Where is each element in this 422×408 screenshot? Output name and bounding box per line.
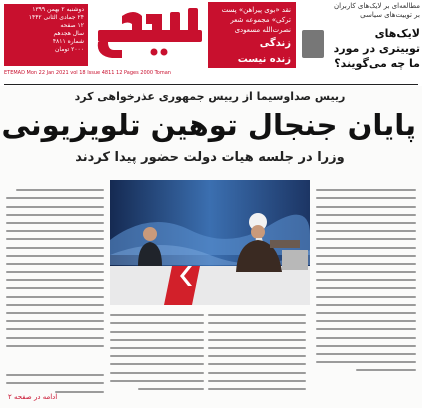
promo-page: صفحه ۷: [213, 68, 234, 75]
promo-title: زنده نیست: [237, 54, 291, 65]
teaser-thumbnail: [302, 30, 324, 58]
issue-year: سال هجدهم: [53, 30, 84, 37]
article-column: [316, 183, 416, 393]
teaser-title: ما چه می‌گویند؟: [334, 57, 420, 70]
masthead: [0, 0, 422, 86]
issue-hijri-date: ۲۴ جمادی الثانی ۱۴۴۲: [28, 14, 84, 21]
promo-line: نصرت‌الله مسعودی: [234, 26, 291, 34]
teaser-title: لایک‌های: [374, 27, 420, 40]
issue-info-box: [4, 4, 88, 66]
article-column: [110, 308, 204, 400]
teaser-box[interactable]: [300, 2, 420, 82]
issue-price: ۲۰۰۰ تومان: [54, 46, 84, 53]
teaser-kicker: مطالعه‌ای بر لایک‌های کاربران: [333, 2, 420, 10]
teaser-title: توییتری در مورد: [333, 42, 420, 55]
article-subhead[interactable]: وزرا در جلسه هیات دولت حضور پیدا کردند: [75, 150, 345, 165]
article-headline[interactable]: پایان جنجال توهین تلویزیونی: [1, 108, 416, 142]
article-photo: [110, 180, 310, 305]
promo-title: زندگی: [259, 38, 291, 49]
issue-number: شماره ۴۸۱۱: [52, 38, 84, 45]
promo-line: ترکی» مجموعه شعر: [230, 16, 291, 24]
promo-box[interactable]: [208, 2, 296, 75]
issue-date: دوشنبه ۲ بهمن ۱۳۹۹: [32, 6, 84, 13]
dateline-bar: ETEMAD Mon 22 Jan 2021 vol 18 Issue 4811 12 Pages 2000 Toman: [4, 70, 171, 76]
teaser-kicker: بر توییت‌های سیاسی: [360, 11, 420, 19]
issue-pages: ۱۲ صفحه: [60, 22, 84, 29]
article-column: [6, 183, 104, 368]
promo-line: نقد «بوی پیراهن» پست: [221, 6, 291, 14]
article-column: [208, 308, 306, 400]
article-kicker[interactable]: رییس صداوسیما از رییس جمهوری عذرخواهی کرد: [74, 90, 346, 103]
masthead-divider: [4, 84, 418, 85]
etemad-logo: [92, 2, 208, 68]
continued-link[interactable]: ادامه در صفحه ۲: [8, 393, 58, 401]
